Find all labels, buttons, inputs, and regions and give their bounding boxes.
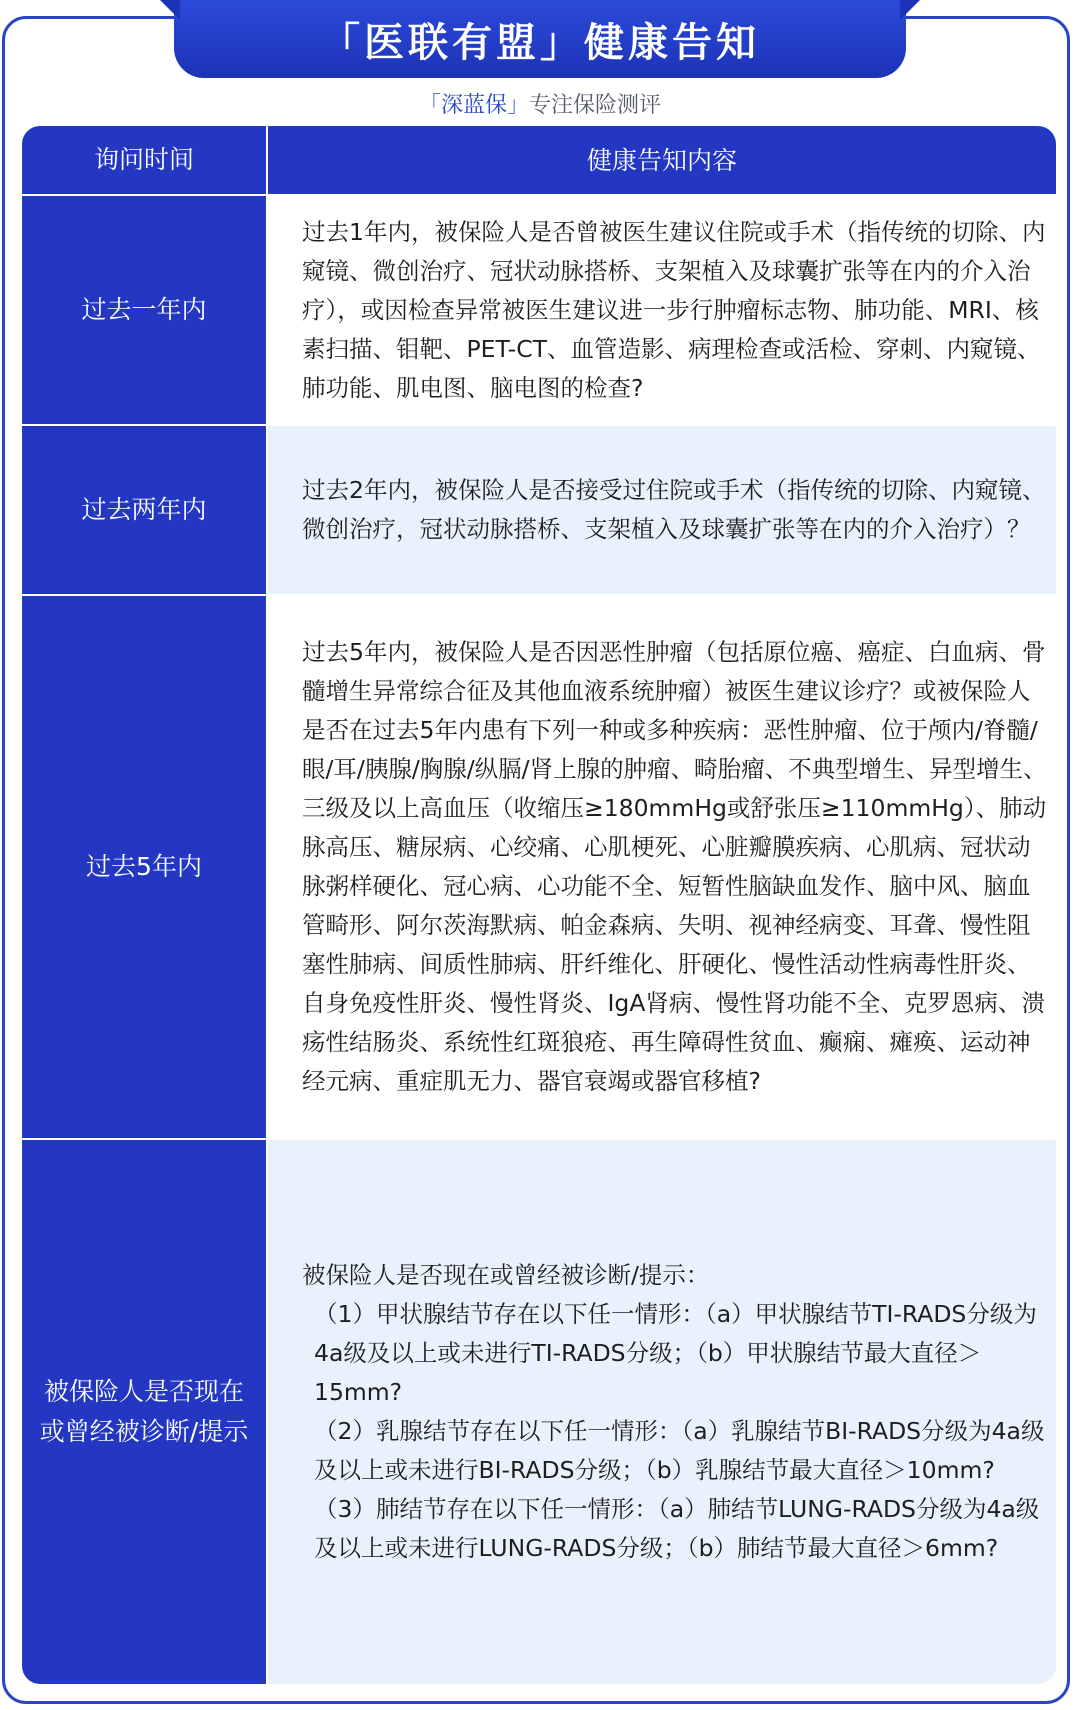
subtitle-brand: 「深蓝保」 <box>418 93 529 118</box>
header-banner <box>174 0 906 78</box>
period-cell: 过去两年内 <box>22 426 268 594</box>
column-header-content: 健康告知内容 <box>268 126 1056 194</box>
page-title: 「医联有盟」健康告知 <box>320 19 760 66</box>
content-cell <box>268 426 1056 594</box>
table-header-row <box>22 126 1056 194</box>
content-cell <box>268 196 1056 424</box>
content-paragraph: （1）甲状腺结节存在以下任一情形：（a）甲状腺结节TI-RADS分级为4a级及以上或未进行TI-RADS分级；（b）甲状腺结节最大直径＞15mm? <box>314 1300 1037 1406</box>
content-paragraph: （3）肺结节存在以下任一情形：（a）肺结节LUNG-RADS分级为4a级及以上或未进行LUNG-RADS分级；（b）肺结节最大直径＞6mm? <box>314 1495 1040 1562</box>
table-row <box>22 196 1056 424</box>
period-cell: 过去一年内 <box>22 196 268 424</box>
period-cell: 被保险人是否现在或曾经被诊断/提示 <box>22 1140 268 1684</box>
health-notice-table <box>22 126 1056 1684</box>
table-row <box>22 596 1056 1138</box>
content-cell <box>268 596 1056 1138</box>
content-paragraph: 过去5年内，被保险人是否因恶性肿瘤（包括原位癌、癌症、白血病、骨髓增生异常综合征及其他血液系统肿瘤）被医生建议诊疗？或被保险人是否在过去5年内患有下列一种或多种疾病：恶性肿瘤、位于颅内/脊髓/眼/耳/胰腺/胸腺/纵膈/肾上腺的肿瘤、畸胎瘤、不典型增生、异型增生、三级及以上高血压（收缩压≥180mmHg或舒张压≥110mmHg）、肺动脉高压、糖尿病、心绞痛、心肌梗死、心脏瓣膜疾病、心肌病、冠状动脉粥样硬化、冠心病、心功能不全、短暂性脑缺血发作、脑中风、脑血管畸形、阿尔茨海默病、帕金森病、失明、视神经病变、耳聋、慢性阻塞性肺病、间质性肺病、肝纤维化、肝硬化、慢性活动性病毒性肝炎、自身免疫性肝炎、慢性肾炎、IgA肾病、慢性肾功能不全、克罗恩病、溃疡性结肠炎、系统性红斑狼疮、再生障碍性贫血、癫痫、瘫痪、运动神经元病、重症肌无力、器官衰竭或器官移植? <box>302 638 1047 1095</box>
column-header-period: 询问时间 <box>22 126 268 194</box>
content-paragraph: 过去2年内，被保险人是否接受过住院或手术（指传统的切除、内窥镜、微创治疗，冠状动脉搭桥、支架植入及球囊扩张等在内的介入治疗）？ <box>302 476 1046 543</box>
content-paragraph: （2）乳腺结节存在以下任一情形：（a）乳腺结节BI-RADS分级为4a级及以上或未进行BI-RADS分级；（b）乳腺结节最大直径＞10mm? <box>314 1417 1045 1484</box>
content-paragraph: 过去1年内，被保险人是否曾被医生建议住院或手术（指传统的切除、内窥镜、微创治疗、冠状动脉搭桥、支架植入及球囊扩张等在内的介入治疗），或因检查异常被医生建议进一步行肿瘤标志物、肺功能、MRI、核素扫描、钼靶、PET-CT、血管造影、病理检查或活检、穿刺、内窥镜、肺功能、肌电图、脑电图的检查? <box>302 217 1046 402</box>
row-divider <box>22 594 1056 596</box>
table-row <box>22 426 1056 594</box>
row-divider <box>22 194 1056 196</box>
row-divider <box>22 424 1056 426</box>
content-paragraph: 被保险人是否现在或曾经被诊断/提示： <box>302 1261 710 1289</box>
table-row <box>22 1140 1056 1684</box>
row-divider <box>22 1138 1056 1140</box>
content-cell <box>268 1140 1056 1684</box>
period-cell: 过去5年内 <box>22 596 268 1138</box>
subtitle-text: 专注保险测评 <box>529 93 662 118</box>
subtitle <box>0 88 1080 119</box>
